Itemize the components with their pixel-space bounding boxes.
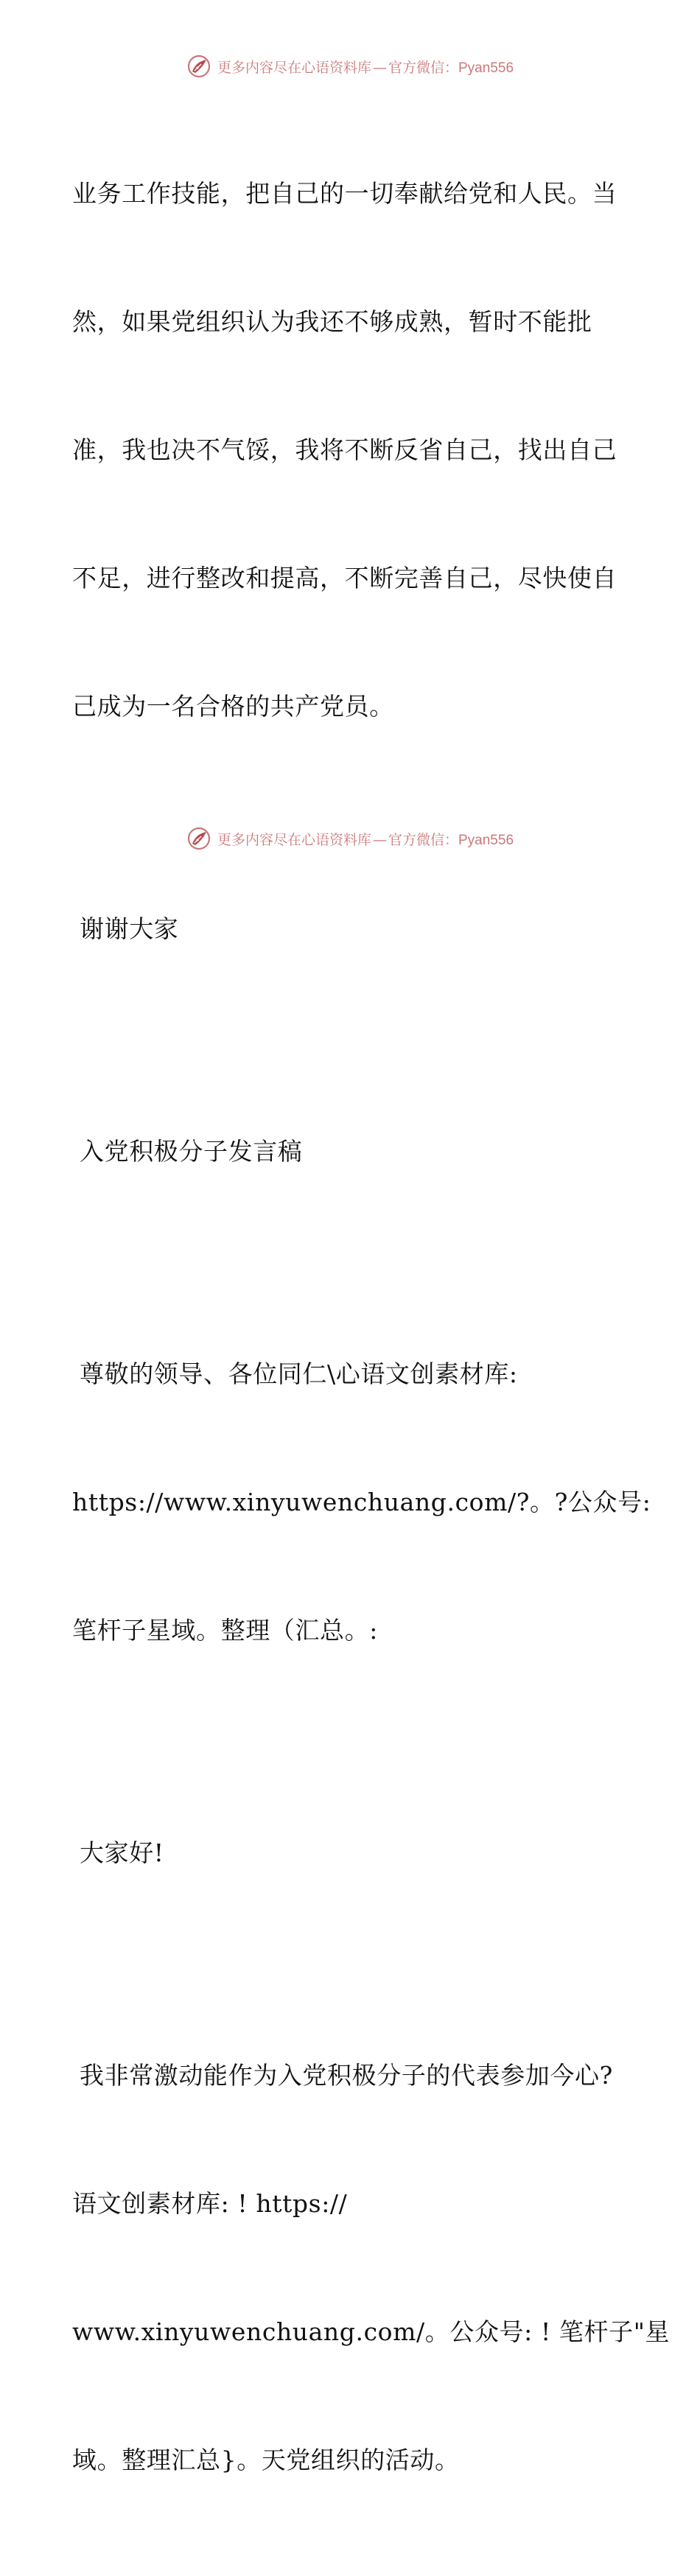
- header-banner: [0, 52, 700, 81]
- header-wechat-label: 官方微信：: [388, 59, 458, 76]
- header-wechat-id: Pyan556: [458, 60, 514, 76]
- paragraph-greeting: [72, 1746, 626, 1960]
- paragraph-thanks: [72, 822, 626, 1036]
- text-line: 域。整理汇总}。天党组织的活动。: [72, 2446, 460, 2474]
- paragraph-opening: [72, 1969, 671, 2567]
- text-line: 谢谢大家: [80, 914, 179, 943]
- footer-slogan: 更多内容尽在心语资料库: [217, 831, 371, 848]
- text-line: 业务工作技能，把自己的一切奉献给党和人民。当: [72, 179, 617, 208]
- paragraph-salutation: [72, 1267, 651, 1737]
- text-line: https://www.xinyuwenchuang.com/?。?公众号:: [72, 1488, 651, 1516]
- text-line: 不足，进行整改和提高，不断完善自己，尽快使自: [72, 564, 617, 592]
- footer-separator: —: [372, 831, 387, 848]
- text-line: www.xinyuwenchuang.com/。公众号: ! 笔杆子"星: [72, 2317, 671, 2346]
- pen-nib-logo-icon: [186, 54, 211, 79]
- footer-banner: [0, 824, 700, 853]
- text-line: 准，我也决不气馁，我将不断反省自己，找出自己: [72, 435, 617, 464]
- text-line: 语文创素材库: ! https://: [72, 2189, 348, 2218]
- text-line: 然，如果党组织认为我还不够成熟，暂时不能批: [72, 307, 592, 336]
- text-line: 己成为一名合格的共产党员。: [72, 692, 394, 721]
- document-body: [72, 87, 671, 2576]
- text-line: 笔杆子星域。整理（汇总。:: [72, 1616, 378, 1645]
- section-title: [72, 1045, 626, 1259]
- text-line: 大家好!: [80, 1838, 164, 1867]
- text-line: 入党积极分子发言稿: [80, 1137, 303, 1166]
- footer-wechat-label: 官方微信：: [388, 831, 458, 848]
- footer-text: [217, 829, 514, 849]
- paragraph-closing-commitment: [72, 87, 626, 813]
- header-separator: —: [372, 59, 387, 76]
- text-line: 我非常激动能作为入党积极分子的代表参加今心?: [80, 2061, 613, 2090]
- pen-nib-logo-icon: [186, 826, 211, 851]
- header-slogan: 更多内容尽在心语资料库: [217, 59, 371, 76]
- text-line: 尊敬的领导、各位同仁\心语文创素材库:: [80, 1359, 518, 1388]
- footer-wechat-id: Pyan556: [458, 832, 514, 848]
- header-text: [217, 57, 514, 77]
